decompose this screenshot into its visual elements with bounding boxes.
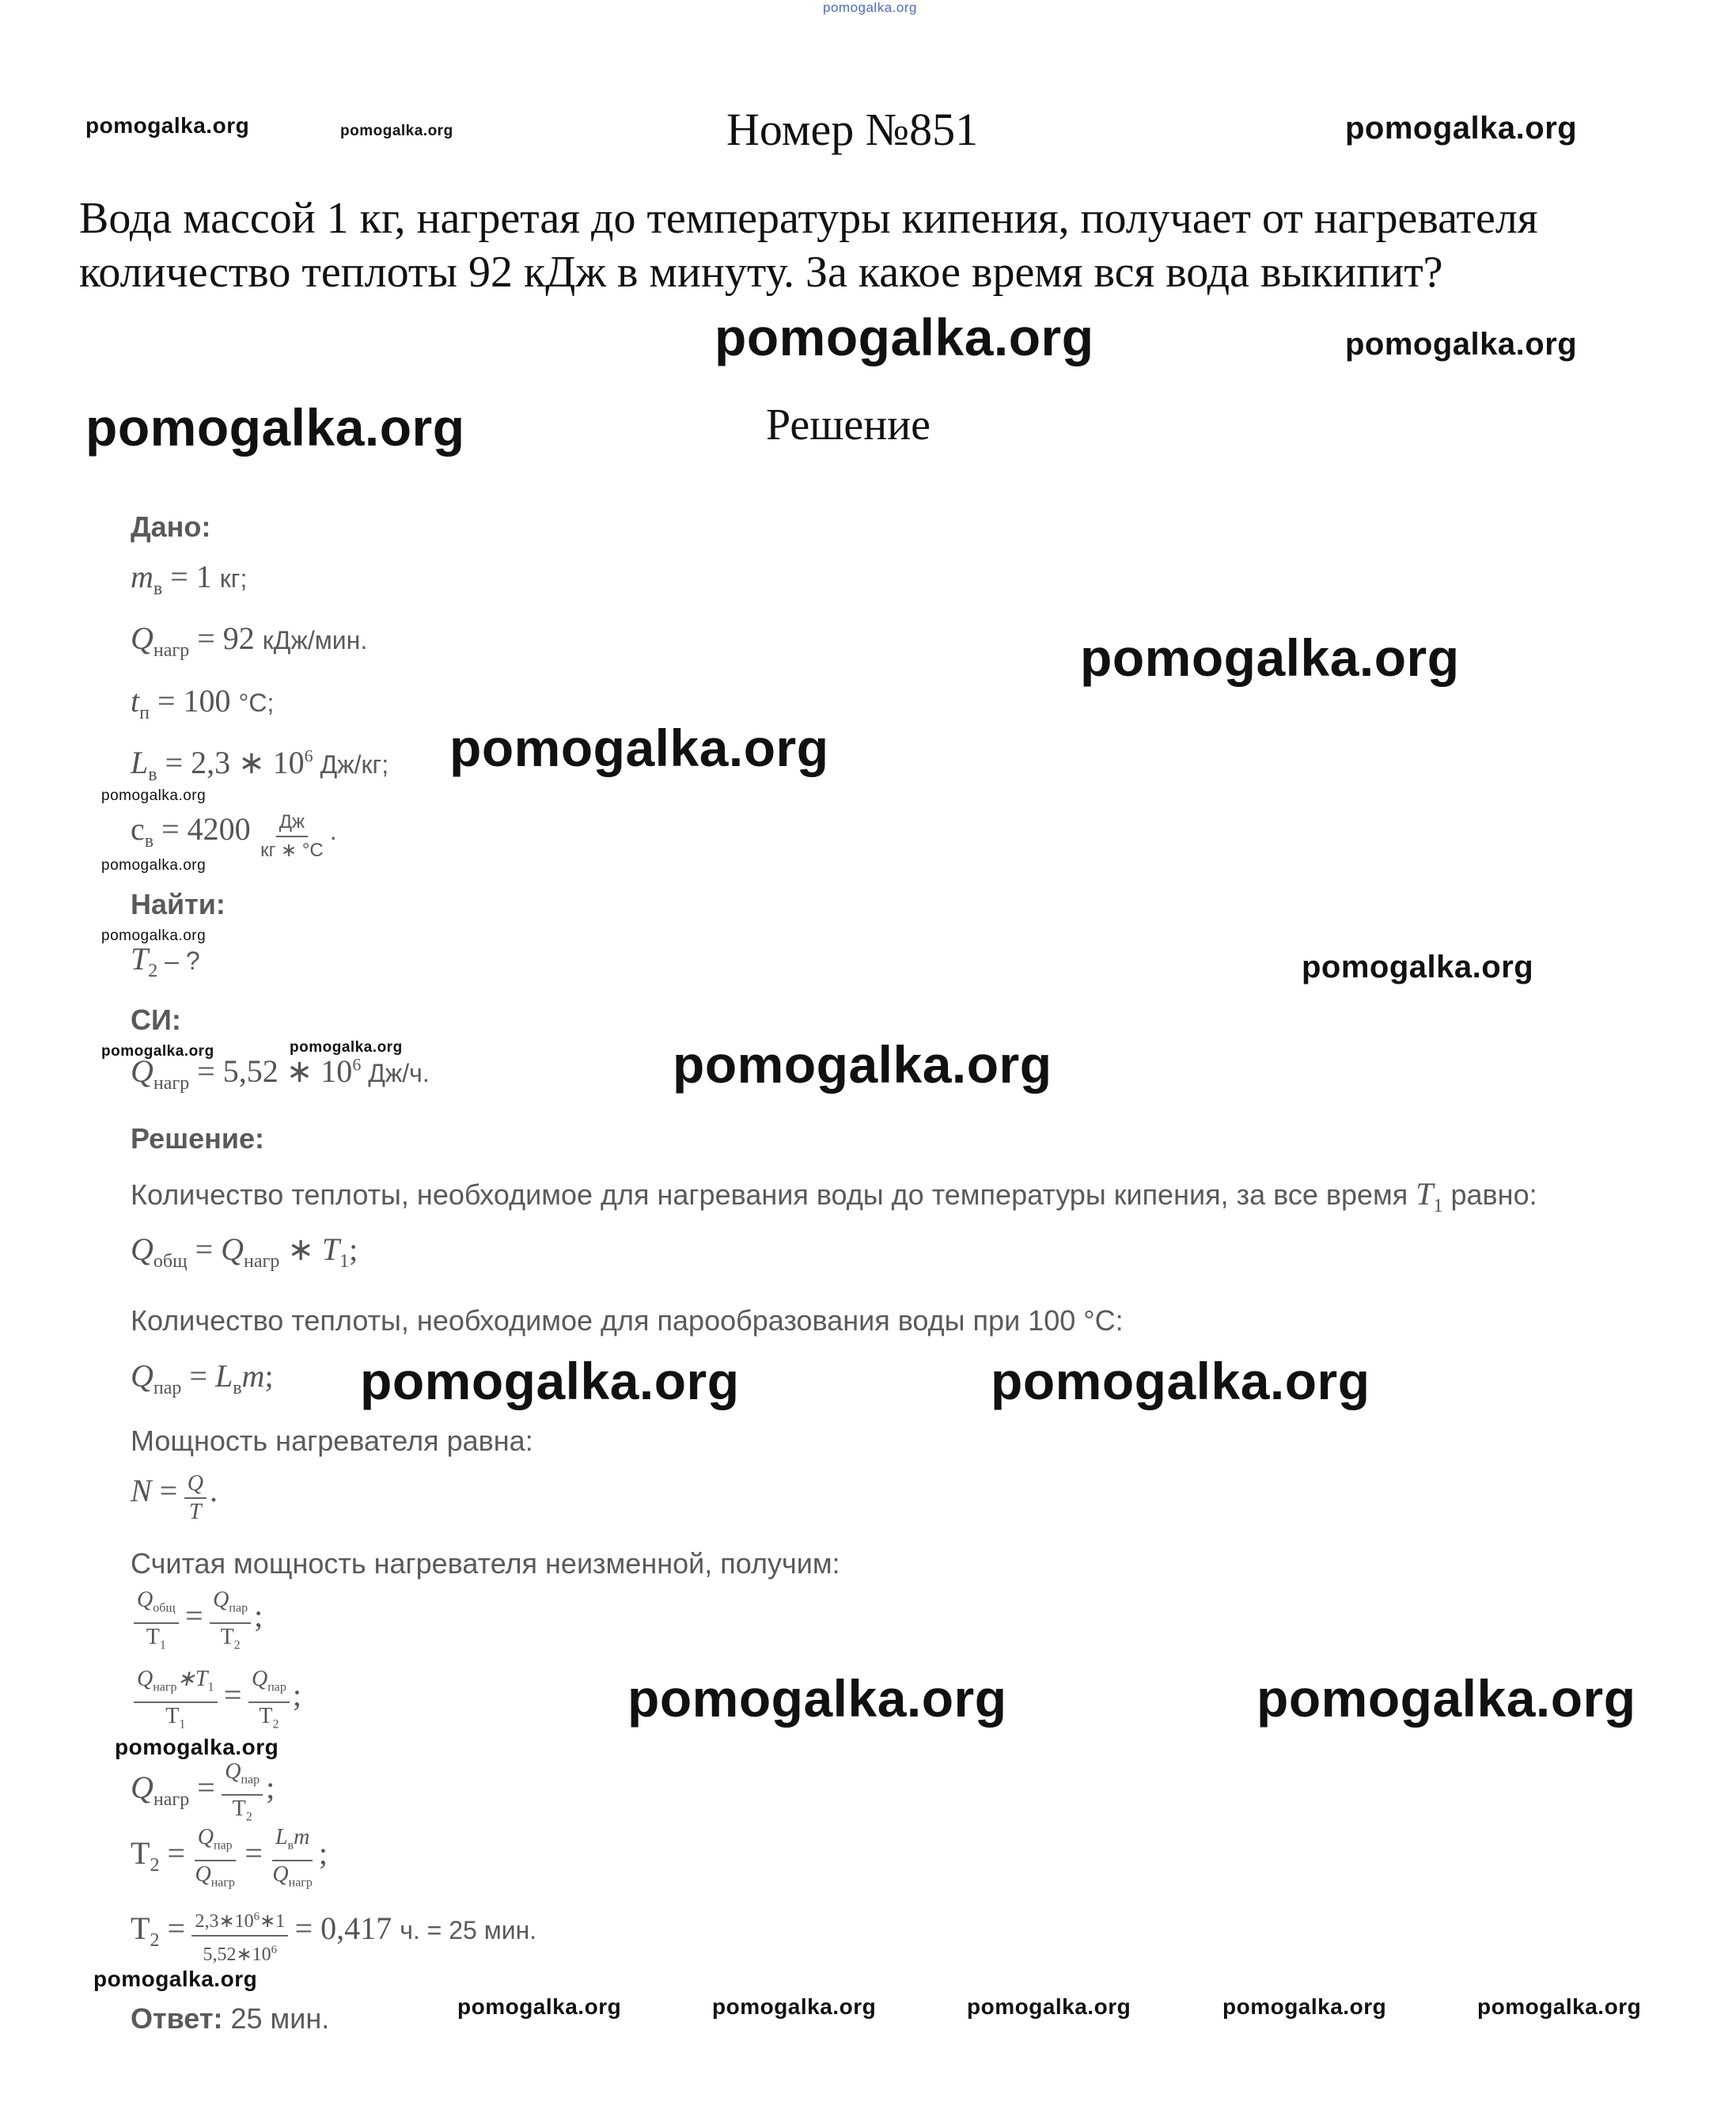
solution-line-3: Мощность нагревателя равна: — [131, 1424, 533, 1457]
watermark: pomogalka.org — [1080, 628, 1460, 687]
watermark: pomogalka.org — [673, 1035, 1052, 1094]
watermark: pomogalka.org — [1302, 950, 1534, 984]
answer: Ответ: 25 мин. — [131, 2002, 330, 2035]
watermark: pomogalka.org — [712, 1994, 877, 2019]
watermark: pomogalka.org — [360, 1352, 740, 1410]
given-specific-heat: $c_в = 4200$ $\frac{Дж}{кг ∗ ^\circ С}$ . — [131, 809, 337, 864]
watermark: pomogalka.org — [1222, 1994, 1387, 2019]
equation-ratio-3: $Q_{нагр}$ = $\frac{Q_{пар}}{T_2}$ ; — [131, 1759, 275, 1824]
watermark: pomogalka.org — [627, 1669, 1007, 1728]
watermark: pomogalka.org — [457, 1994, 622, 2019]
watermark: pomogalka.org — [101, 857, 207, 874]
solution-line-4: Считая мощность нагревателя неизменной, получим: — [131, 1547, 840, 1580]
watermark: pomogalka.org — [101, 787, 207, 804]
watermark: pomogalka.org — [93, 1967, 258, 1991]
equation-time-formula: $T_2$ = $\frac{Q_{пар}}{Q_{нагр}}$ = $\frac{L_вm}{Q_{нагр}}$ ; — [131, 1825, 328, 1890]
find-label: Найти: — [131, 888, 226, 920]
solution-line-2: Количество теплоты, необходимое для парообразования воды при 100 °С: — [131, 1304, 1124, 1337]
watermark: pomogalka.org — [101, 1043, 214, 1060]
watermark: pomogalka.org — [85, 398, 465, 457]
equation-ratio-1: $\frac{Q_{общ}}{T_1}$ = $\frac{Q_{пар}}{T_2}$ ; — [131, 1587, 263, 1659]
watermark: pomogalka.org — [714, 308, 1094, 366]
watermark: pomogalka.org — [115, 1735, 279, 1759]
equation-time-result: $T_2$ = $\frac{2,3∗10^6∗1}{5,52∗10^6}$ = 0,417 ч. = 25 мин. — [131, 1903, 536, 1968]
watermark: pomogalka.org — [991, 1352, 1370, 1410]
page-title: Номер №851 — [726, 104, 979, 155]
equation-power: N = $\frac{Q}{T}$ . — [131, 1471, 218, 1524]
equation-ratio-2: $\frac{Q_{нагр}∗T_1}{T_1}$ = $\frac{Q_{пар}}{T_2}$ ; — [131, 1666, 301, 1738]
watermark: pomogalka.org — [290, 1039, 403, 1056]
equation-total-heat: $Q_{общ} = Q_{нагр}$ ∗ $T_1$; — [131, 1231, 358, 1272]
watermark: pomogalka.org — [1345, 327, 1578, 362]
si-value: $Q_{нагр} = 5,52$ ∗ $10^6$ Дж/ч. — [131, 1053, 430, 1094]
problem-text: Вода массой 1 кг, нагретая до температуры кипения, получает от нагревателя количество теплоты 92 кДж в минуту. За какое время вся вода выкипит? — [79, 194, 1538, 297]
watermark: pomogalka.org — [823, 0, 917, 15]
watermark: pomogalka.org — [101, 928, 207, 944]
solution-label: Решение: — [131, 1122, 265, 1155]
si-label: СИ: — [131, 1003, 181, 1036]
given-mass: $m_в = 1$ кг; — [131, 559, 248, 599]
watermark: pomogalka.org — [449, 719, 829, 777]
given-temperature: $t_п = 100$ °С; — [131, 683, 275, 723]
given-label: Дано: — [131, 510, 211, 543]
find-value: $T_2$ – ? — [131, 941, 200, 981]
watermark: pomogalka.org — [1345, 111, 1578, 146]
equation-vapor-heat: $Q_{пар} = L_вm$; — [131, 1358, 274, 1398]
given-heat: $Q_{нагр} = 92$ кДж/мин. — [131, 620, 368, 661]
solution-heading: Решение — [766, 400, 931, 450]
watermark: pomogalka.org — [967, 1994, 1131, 2019]
watermark: pomogalka.org — [340, 123, 453, 139]
watermark: pomogalka.org — [1257, 1669, 1636, 1728]
watermark: pomogalka.org — [85, 113, 250, 138]
given-latent-heat: $L_в = 2,3$ ∗ $10^6$ Дж/кг; — [131, 745, 389, 785]
watermark: pomogalka.org — [1477, 1994, 1642, 2019]
solution-line-1: Количество теплоты, необходимое для нагревания воды до температуры кипения, за все время $T_1$ равно: — [131, 1176, 1537, 1216]
